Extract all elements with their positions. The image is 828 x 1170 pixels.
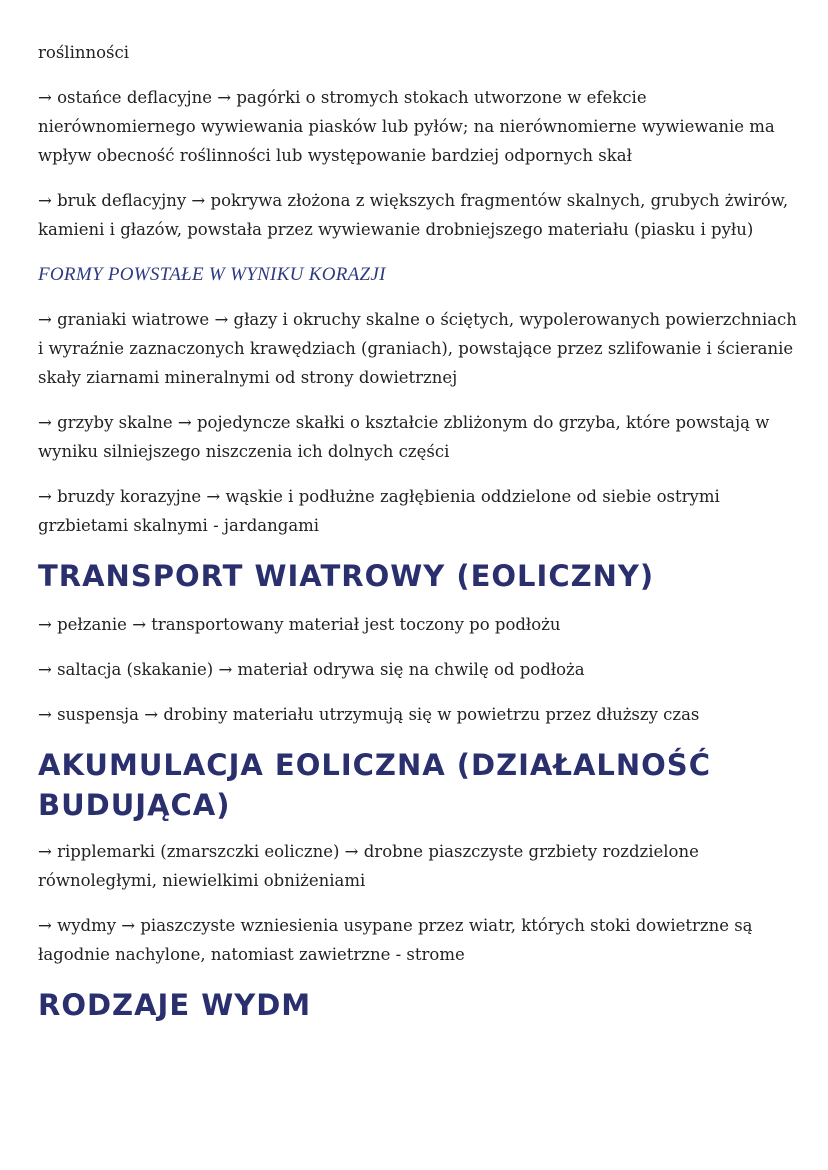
paragraph-ostance-deflacyjne: → ostańce deflacyjne → pagórki o stromych stokach utworzone w efekcie nierównomiernego wywiewania piasków lub pyłów; na nierównomierne wywiewanie ma wpływ obecność roślinności lub występowanie bardziej odpornych skał [38,88,775,165]
paragraph-suspensja: → suspensja → drobiny materiału utrzymują się w powietrzu przez dłuższy czas [38,705,700,724]
subheading-formy-korazji: FORMY POWSTAŁE W WYNIKU KORAZJI [38,264,386,285]
heading-akumulacja-eoliczna: AKUMULACJA EOLICZNA (DZIAŁALNOŚĆ BUDUJĄCA) [38,748,711,822]
paragraph-roslinnosci: roślinności [38,43,130,62]
paragraph-graniaki-wiatrowe: → graniaki wiatrowe → głazy i okruchy skalne o ściętych, wypolerowanych powierzchniach i wyraźnie zaznaczonych krawędziach (graniach), powstające przez szlifowanie i ścieranie skały ziarnami mineralnymi od strony dowietrznej [38,310,797,387]
paragraph-wydmy: → wydmy → piaszczyste wzniesienia usypane przez wiatr, których stoki dowietrzne są łagodnie nachylone, natomiast zawietrzne - strome [38,916,753,964]
paragraph-bruzdy-korazyjne: → bruzdy korazyjne → wąskie i podłużne zagłębienia oddzielone od siebie ostrymi grzbietami skalnymi - jardangami [38,487,720,535]
heading-rodzaje-wydm: RODZAJE WYDM [38,988,312,1022]
paragraph-grzyby-skalne: → grzyby skalne → pojedyncze skałki o kształcie zbliżonym do grzyba, które powstają w wyniku silniejszego niszczenia ich dolnych części [38,413,770,461]
document-page [38,38,798,1039]
paragraph-saltacja: → saltacja (skakanie) → materiał odrywa się na chwilę od podłoża [38,660,585,679]
paragraph-ripplemarki: → ripplemarki (zmarszczki eoliczne) → drobne piaszczyste grzbiety rozdzielone równoległymi, niewielkimi obniżeniami [38,842,699,890]
heading-transport-wiatrowy: TRANSPORT WIATROWY (EOLICZNY) [38,559,655,593]
paragraph-bruk-deflacyjny: → bruk deflacyjny → pokrywa złożona z większych fragmentów skalnych, grubych żwirów, kamieni i głazów, powstała przez wywiewanie drobniejszego materiału (piasku i pyłu) [38,191,789,239]
paragraph-pelzanie: → pełzanie → transportowany materiał jest toczony po podłożu [38,615,561,634]
